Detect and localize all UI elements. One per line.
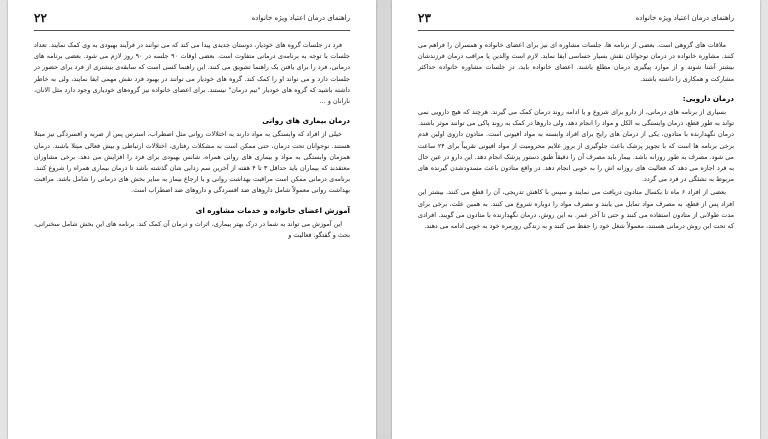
page-number: ۲۲ bbox=[34, 11, 47, 25]
page-gutter bbox=[376, 0, 392, 439]
running-head-title: راهنمای درمان اعتیاد ویژه خانواده bbox=[251, 14, 350, 22]
running-head-title: راهنمای درمان اعتیاد ویژه خانواده bbox=[635, 14, 734, 22]
section-heading: درمان دارویی: bbox=[682, 93, 734, 103]
paragraph: این آموزش می تواند به شما در درک بهتر بیماری، اثرات و درمان آن کمک کند. برنامه های این بخش شامل سخنرانی، بحث و گفتگو، فعالیت و bbox=[33, 219, 350, 240]
running-header bbox=[418, 11, 734, 31]
paragraph: فرد در جلسات گروه های خودیار، دوستان جدیدی پیدا می کند که می توانند در فرآیند بهبودی به وی کمک نمایند. تعداد جلسات با توجه به برنامه‌ی درمانی متفاوت است. بعضی اوقات ۹۰ جلسه در ۹۰ روز لازم می شود. بعضی برنامه های درمانی، فرد را برای یافتن یک راهنما تشویق می کنند. این راهنما کسی است که سابقه‌ی بیشتری از فرد برای حضور در جلسات دارد و می تواند او را کمک کند. گروه های خودیار می توانند در بهبود فرد نقش مهمی ایفا نمایند، ولی به خاطر داشته باشید که گروه های خودیار "تیم درمان" نیستند. برای اعضای خانواده نیز گروه‌های خودیاری وجود دارد مثل الانان، نارانان و … bbox=[34, 41, 350, 106]
page-number: ۲۳ bbox=[418, 11, 431, 25]
right-page bbox=[392, 0, 760, 439]
paragraph: بعضی از افراد ۶ ماه تا یکسال متادون دریافت می نمایند و سپس با کاهش تدریجی، آن را قطع می کنند. بیشتر این افراد پس از قطع، به مصرف مواد تمایل می یابند و مصرف مواد را دوباره شروع می کنند. به همین علت، برخی برای مدت طولانی از متادون استفاده می کنند و حتی تا آخر عمر. به این روش، درمان نگهدارنده با متادون می گویند. افرادی که تحت این روش درمانی هستند، معمولاً شغل خود را حفظ می کنند و به زندگی روزمره خود به خوبی ادامه می دهند. bbox=[418, 188, 734, 231]
section-heading: درمان بیماری های روانی bbox=[262, 116, 350, 126]
running-header bbox=[34, 11, 350, 31]
paragraph: ملاقات های گروهی است. بعضی از برنامه ها، جلسات مشاوره ای نیز برای اعضای خانواده و همسران را فراهم می کنند. مشاوره خانواده در درمان نوجوانان نقش بسیار حساسی ایفا نماید. لازم است والدین یا مراقب درمان فرزندشان بیشتر آشنا شوند و از موارد پیگیری درمان مطلع باشند. اعضای خانواده باید، در جلسات مشاوره خانواده حداکثر مشارکت و همکاری را داشته باشند. bbox=[418, 41, 734, 83]
left-page bbox=[8, 0, 376, 439]
paragraph: بسیاری از برنامه های درمانی، از دارو برای شروع و یا ادامه روند درمان کمک می گیرند. هرچند که هیچ دارویی نمی تواند به طور قطع، درمان وابستگی به الکل و مواد را انجام دهد، ولی داروها در کمک به روند پاکی می توانند موثر باشند. درمان نگهدارنده با متادون، یکی از درمان های رایج برای افراد وابسته به مواد افیونی است. متادون داروی اولین قدم برخی برنامه ها است که با تجویز پزشک باعث جلوگیری از بروز علایم محرومیت از مواد افیونی تقریباً برای ۲۴ ساعت می شود. مصرف به طور روزانه باشد. بیمار باید مصرف آن را دقیقاً طبق دستور پزشک انجام دهد. این دارو در عین حال به فرد اجازه می دهد که فعالیت های روزانه اش را به خوبی انجام دهد. در واقع متادون باعث مسدودشدن گیرنده های مربوط به نشئگی در فرد می گردد. bbox=[418, 108, 734, 184]
page-body bbox=[34, 40, 350, 243]
paragraph: خیلی از افراد که وابستگی به مواد دارند به اختلالات روانی مثل اضطراب، استرس پس از ضربه و افسردگی نیز مبتلا هستند. نوجوانان تحت درمان، حتی ممکن است به مشکلات رفتاری، اختلالات ارتباطی و بیش فعالی مبتلا باشند. درمان همزمان وابستگی به مواد و بیماری های روانی همراه، شانس بهبودی برای فرد را افزایش می دهد. برخی مشاوران معتقدند که بیماران باید حداقل ۳ تا ۴ هفته از آخرین سم زدایی شان گذشته باشد تا درمان بیماری همراه را شروع کنند. برنامه‌ی درمانی ممکن است مراقبت بهداشت روانی و یا ارجاع بیمار به سایر بخش های درمانی را شامل باشد. مراقبت بهداشت روانی معمولاً شامل داروهای ضد افسردگی و داروهای ضد اضطراب است. bbox=[34, 130, 350, 195]
section-heading: آموزش اعضای خانواده و خدمات مشاوره ای bbox=[195, 205, 350, 215]
page-body bbox=[418, 40, 734, 234]
